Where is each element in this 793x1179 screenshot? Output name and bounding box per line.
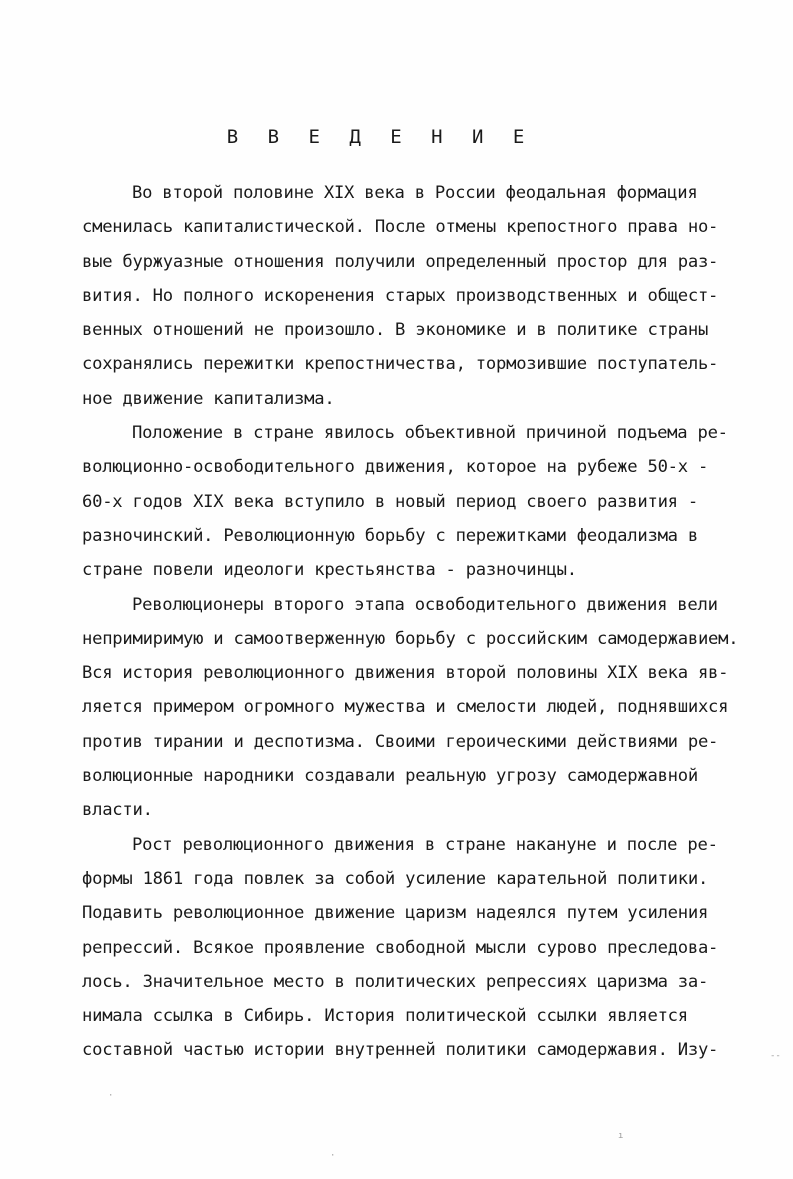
text-line: вития. Но полного искоренения старых производственных и общест- xyxy=(82,285,719,306)
text-line: Вся история революционного движения второй половины XIX века яв- xyxy=(82,663,729,684)
text-line: волюционно-освободительного движения, которое на рубеже 50-х - xyxy=(82,457,709,478)
text-line: вые буржуазные отношения получили определенный простор для раз- xyxy=(82,251,719,272)
text-line: 60-х годов XIX века вступило в новый период своего развития - xyxy=(82,491,698,512)
text-line: нимала ссылка в Сибирь. История политической ссылки является xyxy=(82,1006,688,1027)
text-line: лось. Значительное место в политических репрессиях царизма за- xyxy=(82,971,709,992)
text-line: волюционные народники создавали реальную угрозу самодержавной xyxy=(82,766,698,787)
scan-speck-decoration: · xyxy=(330,1151,336,1161)
scan-speck-decoration: ı xyxy=(618,1131,624,1141)
text-line: формы 1861 года повлек за собой усиление карательной политики. xyxy=(82,868,709,889)
text-line: сменилась капиталистической. После отмены крепостного права но- xyxy=(82,217,719,238)
text-line: ляется примером огромного мужества и смелости людей, поднявшихся xyxy=(82,697,729,718)
body-text xyxy=(82,176,762,1068)
text-line: непримиримую и самоотверженную борьбу с российским самодержавием. xyxy=(82,628,739,649)
text-line: ное движение капитализма. xyxy=(82,388,335,409)
text-line: Во второй половине XIX века в России феодальная формация xyxy=(132,183,698,203)
text-line: против тирании и деспотизма. Своими героическими действиями ре- xyxy=(82,731,719,752)
text-line: составной частью истории внутренней политики самодержавия. Изу- xyxy=(82,1040,719,1061)
text-line: Рост революционного движения в стране накануне и после ре- xyxy=(132,834,718,855)
text-line: репрессий. Всякое проявление свободной мысли сурово преследова- xyxy=(82,937,719,958)
text-line: разночинский. Революционную борьбу с пережитками феодализма в xyxy=(82,525,698,546)
text-line: сохранялись пережитки крепостничества, тормозившие поступатель- xyxy=(82,354,719,375)
text-line: власти. xyxy=(82,800,153,821)
text-line: Положение в стране явилось объективной причиной подъема ре- xyxy=(132,423,728,444)
text-line: Революционеры второго этапа освободительного движения вели xyxy=(132,594,718,615)
scan-speck-decoration: · xyxy=(108,1091,114,1101)
text-line: стране повели идеологи крестьянства - разночинцы. xyxy=(82,560,577,581)
text-line: венных отношений не произошло. В экономике и в политике страны xyxy=(82,320,709,341)
text-line: Подавить революционное движение царизм надеялся путем усиления xyxy=(82,903,709,924)
page-title: В В Е Д Е Н И Е xyxy=(226,126,534,148)
scan-speck-decoration: ‐‐ xyxy=(770,1051,781,1061)
